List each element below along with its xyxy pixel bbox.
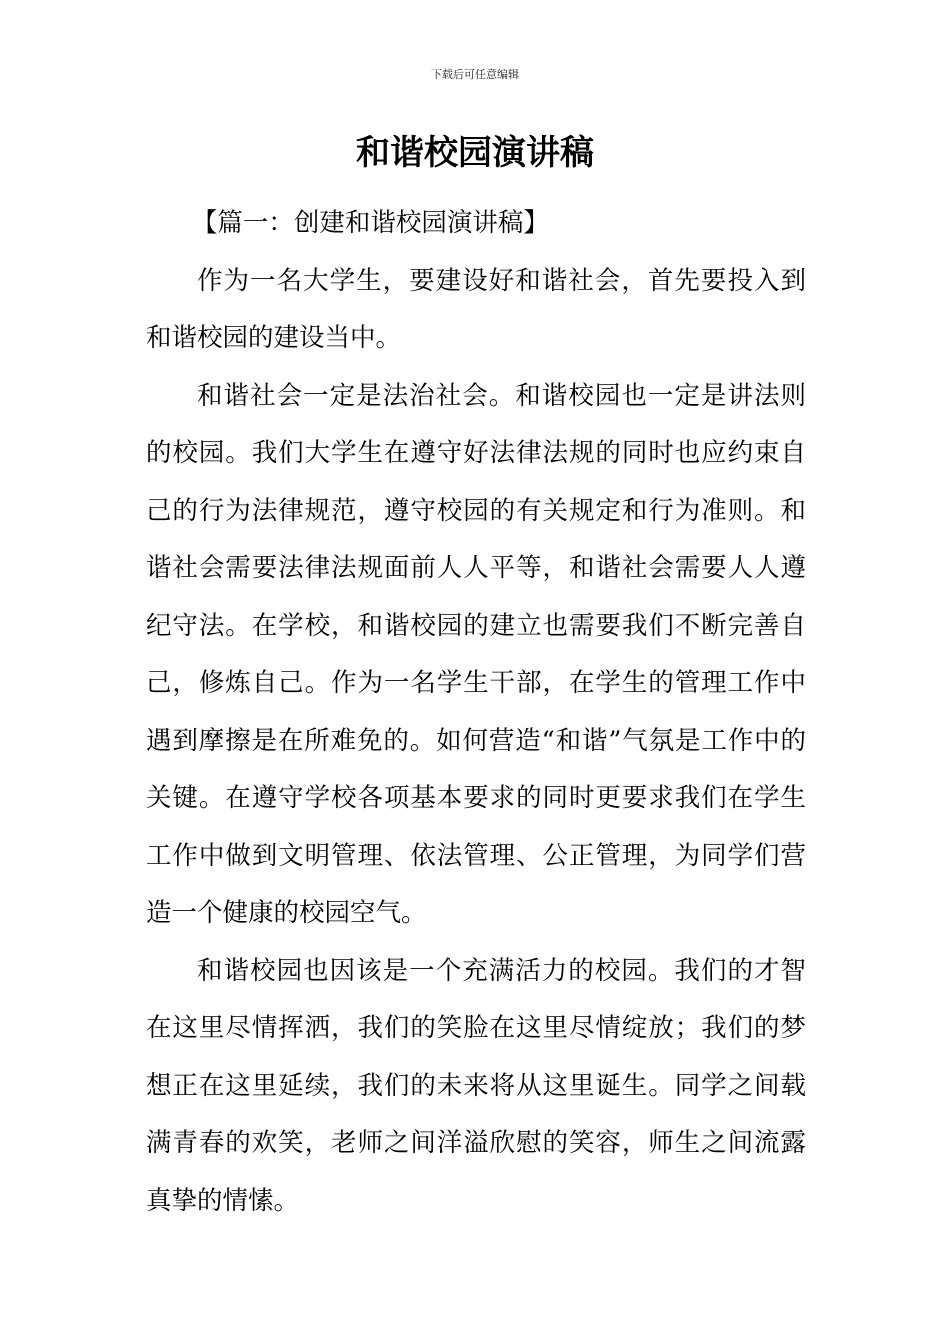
document-body: [146, 195, 806, 1230]
header-note: 下载后可任意编辑: [431, 68, 519, 81]
paragraph-1: 作为一名大学生，要建设好和谐社会，首先要投入到和谐校园的建设当中。: [146, 265, 806, 353]
section-heading: 【篇一：创建和谐校园演讲稿】: [191, 208, 549, 238]
paragraph-2: 和谐社会一定是法治社会。和谐校园也一定是讲法则的校园。我们大学生在遵守好法律法规的同时也应约束自己的行为法律规范，遵守校园的有关规定和行为准则。和谐社会需要法律法规面前人人平等，和谐社会需要人人遵纪守法。在学校，和谐校园的建立也需要我们不断完善自己，修炼自己。作为一名学生干部，在学生的管理工作中遇到摩擦是在所难免的。如何营造“和谐”气氛是工作中的关键。在遵守学校各项基本要求的同时更要求我们在学生工作中做到文明管理、依法管理、公正管理，为同学们营造一个健康的校园空气。: [146, 380, 806, 928]
document-title: 和谐校园演讲稿: [356, 133, 594, 173]
paragraph-3: 和谐校园也因该是一个充满活力的校园。我们的才智在这里尽情挥洒，我们的笑脸在这里尽情绽放；我们的梦想正在这里延续，我们的未来将从这里诞生。同学之间载满青春的欢笑，老师之间洋溢欣慰的笑容，师生之间流露真挚的情愫。: [146, 955, 806, 1216]
